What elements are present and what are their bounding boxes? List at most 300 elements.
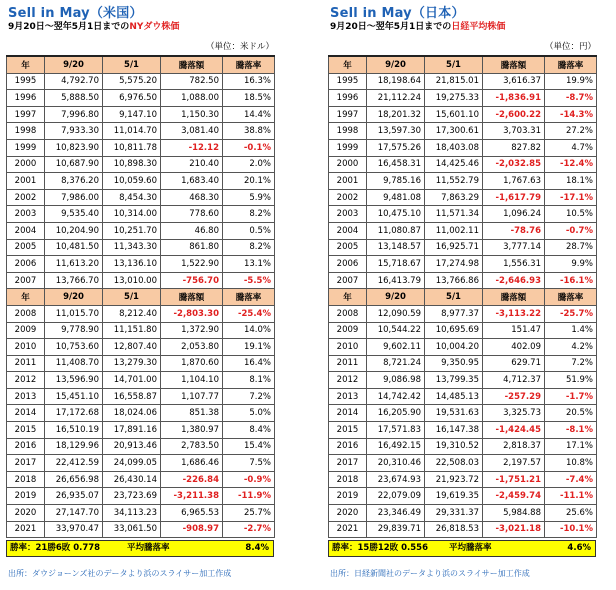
- column-header: 年: [7, 56, 45, 73]
- value-cell: 1,096.24: [483, 206, 545, 223]
- value-cell: 22,412.59: [45, 455, 103, 472]
- column-header: 騰落額: [161, 56, 223, 73]
- table-header-row: [329, 56, 597, 73]
- column-header: 9/20: [367, 289, 425, 306]
- year-cell: 1997: [7, 106, 45, 123]
- value-cell: -1,617.79: [483, 189, 545, 206]
- year-cell: 2018: [7, 471, 45, 488]
- value-cell: 4,792.70: [45, 73, 103, 90]
- year-cell: 2007: [329, 272, 367, 289]
- column-header: 騰落額: [483, 289, 545, 306]
- column-header: 年: [329, 56, 367, 73]
- value-cell: 2,053.80: [161, 339, 223, 356]
- value-cell: -257.29: [483, 388, 545, 405]
- table-row: [329, 139, 597, 156]
- value-cell: -16.1%: [545, 272, 597, 289]
- value-cell: -7.4%: [545, 471, 597, 488]
- table-row: [329, 173, 597, 190]
- year-cell: 2004: [7, 222, 45, 239]
- year-cell: 2013: [329, 388, 367, 405]
- table-row: [329, 438, 597, 455]
- table-row: [7, 322, 275, 339]
- year-cell: 2016: [7, 438, 45, 455]
- value-cell: -25.7%: [545, 305, 597, 322]
- value-cell: -1.7%: [545, 388, 597, 405]
- value-cell: 13,010.00: [103, 272, 161, 289]
- year-cell: 1998: [7, 123, 45, 140]
- year-cell: 2001: [329, 173, 367, 190]
- value-cell: 8,721.24: [367, 355, 425, 372]
- value-cell: 10,204.90: [45, 222, 103, 239]
- value-cell: 21,923.72: [425, 471, 483, 488]
- value-cell: -2,646.93: [483, 272, 545, 289]
- jp-subtitle: [330, 19, 505, 32]
- value-cell: 11,151.80: [103, 322, 161, 339]
- value-cell: 1,686.46: [161, 455, 223, 472]
- value-cell: 19,310.52: [425, 438, 483, 455]
- value-cell: 46.80: [161, 222, 223, 239]
- value-cell: -12.4%: [545, 156, 597, 173]
- year-cell: 2009: [7, 322, 45, 339]
- year-cell: 1996: [7, 90, 45, 107]
- value-cell: 11,002.11: [425, 222, 483, 239]
- value-cell: -756.70: [161, 272, 223, 289]
- value-cell: 13,279.30: [103, 355, 161, 372]
- column-header: 騰落額: [483, 56, 545, 73]
- value-cell: 19,619.35: [425, 488, 483, 505]
- value-cell: 3,703.31: [483, 123, 545, 140]
- value-cell: 827.82: [483, 139, 545, 156]
- value-cell: 22,508.03: [425, 455, 483, 472]
- value-cell: 1,522.90: [161, 256, 223, 273]
- value-cell: 11,343.30: [103, 239, 161, 256]
- year-cell: 2020: [7, 505, 45, 522]
- year-cell: 2017: [329, 455, 367, 472]
- value-cell: 7,863.29: [425, 189, 483, 206]
- value-cell: 2,783.50: [161, 438, 223, 455]
- value-cell: 10.5%: [545, 206, 597, 223]
- us-summary-bar: [6, 540, 274, 557]
- us-title: Sell in May（米国）: [8, 6, 143, 21]
- value-cell: 151.47: [483, 322, 545, 339]
- value-cell: 4.7%: [545, 139, 597, 156]
- value-cell: 7,986.00: [45, 189, 103, 206]
- value-cell: 468.30: [161, 189, 223, 206]
- table-row: [329, 322, 597, 339]
- table-row: [7, 73, 275, 90]
- us-subtitle-prefix: 9月20日～翌年5月1日までの: [8, 22, 130, 32]
- value-cell: 210.40: [161, 156, 223, 173]
- year-cell: 2020: [329, 505, 367, 522]
- column-header: 騰落率: [223, 289, 275, 306]
- year-cell: 2019: [7, 488, 45, 505]
- table-row: [7, 422, 275, 439]
- year-cell: 2004: [329, 222, 367, 239]
- table-header-row: [7, 289, 275, 306]
- jp-win-rate: 勝率：15勝12敗 0.556: [332, 543, 429, 553]
- value-cell: 18,024.06: [103, 405, 161, 422]
- table-row: [7, 156, 275, 173]
- value-cell: -78.76: [483, 222, 545, 239]
- value-cell: 629.71: [483, 355, 545, 372]
- value-cell: 14,425.46: [425, 156, 483, 173]
- value-cell: 10,059.60: [103, 173, 161, 190]
- value-cell: 7,933.30: [45, 123, 103, 140]
- year-cell: 2000: [7, 156, 45, 173]
- table-row: [7, 405, 275, 422]
- table-row: [7, 239, 275, 256]
- year-cell: 1999: [7, 139, 45, 156]
- value-cell: 17,172.68: [45, 405, 103, 422]
- year-cell: 1999: [329, 139, 367, 156]
- value-cell: 9,481.08: [367, 189, 425, 206]
- value-cell: 23,674.93: [367, 471, 425, 488]
- value-cell: 10,687.90: [45, 156, 103, 173]
- value-cell: 26,656.98: [45, 471, 103, 488]
- table-row: [329, 521, 597, 538]
- value-cell: 4,712.37: [483, 372, 545, 389]
- value-cell: 1,150.30: [161, 106, 223, 123]
- value-cell: 10,481.50: [45, 239, 103, 256]
- value-cell: 17,571.83: [367, 422, 425, 439]
- table-row: [7, 305, 275, 322]
- column-header: 騰落率: [545, 56, 597, 73]
- table-row: [7, 222, 275, 239]
- value-cell: -11.9%: [223, 488, 275, 505]
- table-row: [7, 123, 275, 140]
- value-cell: 13,596.90: [45, 372, 103, 389]
- value-cell: 10,251.70: [103, 222, 161, 239]
- value-cell: 9,350.95: [425, 355, 483, 372]
- value-cell: 9,778.90: [45, 322, 103, 339]
- year-cell: 2011: [7, 355, 45, 372]
- value-cell: 2,818.37: [483, 438, 545, 455]
- value-cell: 20.5%: [545, 405, 597, 422]
- table-row: [7, 488, 275, 505]
- value-cell: 1,107.77: [161, 388, 223, 405]
- table-row: [7, 438, 275, 455]
- jp-subtitle-index: 日経平均株価: [451, 22, 506, 32]
- value-cell: 8,977.37: [425, 305, 483, 322]
- value-cell: 10,544.22: [367, 322, 425, 339]
- value-cell: 12,090.59: [367, 305, 425, 322]
- value-cell: 25.6%: [545, 505, 597, 522]
- value-cell: -12.12: [161, 139, 223, 156]
- value-cell: 10,004.20: [425, 339, 483, 356]
- table-row: [329, 123, 597, 140]
- value-cell: 13,766.70: [45, 272, 103, 289]
- value-cell: -1,424.45: [483, 422, 545, 439]
- value-cell: 8.1%: [223, 372, 275, 389]
- value-cell: 7.2%: [223, 388, 275, 405]
- value-cell: 14,742.42: [367, 388, 425, 405]
- year-cell: 2014: [329, 405, 367, 422]
- value-cell: 5,575.20: [103, 73, 161, 90]
- value-cell: 18,403.08: [425, 139, 483, 156]
- value-cell: 14,485.13: [425, 388, 483, 405]
- table-row: [329, 455, 597, 472]
- value-cell: 10,695.69: [425, 322, 483, 339]
- table-row: [329, 272, 597, 289]
- table-row: [329, 505, 597, 522]
- value-cell: -2.7%: [223, 521, 275, 538]
- year-cell: 2002: [329, 189, 367, 206]
- value-cell: 1,870.60: [161, 355, 223, 372]
- year-cell: 1997: [329, 106, 367, 123]
- value-cell: 11,552.79: [425, 173, 483, 190]
- value-cell: 1,767.63: [483, 173, 545, 190]
- value-cell: 9,602.11: [367, 339, 425, 356]
- value-cell: 13,136.10: [103, 256, 161, 273]
- value-cell: 13,799.35: [425, 372, 483, 389]
- table-row: [7, 372, 275, 389]
- us-win-rate: 勝率：21勝6敗 0.778: [10, 543, 101, 553]
- value-cell: -14.3%: [545, 106, 597, 123]
- value-cell: 3,616.37: [483, 73, 545, 90]
- value-cell: -3,021.18: [483, 521, 545, 538]
- value-cell: 9.9%: [545, 256, 597, 273]
- column-header: 騰落率: [223, 56, 275, 73]
- jp-data-table: [328, 55, 597, 538]
- value-cell: 13,766.86: [425, 272, 483, 289]
- year-cell: 2008: [329, 305, 367, 322]
- table-row: [7, 189, 275, 206]
- year-cell: 2003: [7, 206, 45, 223]
- value-cell: -1,836.91: [483, 90, 545, 107]
- table-row: [329, 256, 597, 273]
- value-cell: 3,081.40: [161, 123, 223, 140]
- us-data-table: [6, 55, 275, 538]
- value-cell: 29,839.71: [367, 521, 425, 538]
- year-cell: 2001: [7, 173, 45, 190]
- table-row: [7, 256, 275, 273]
- value-cell: 14,701.00: [103, 372, 161, 389]
- us-source-note: 出所：ダウジョーンズ社のデータより浜のスライサー加工作成: [8, 569, 232, 578]
- value-cell: 402.09: [483, 339, 545, 356]
- column-header: 9/20: [367, 56, 425, 73]
- value-cell: 18.1%: [545, 173, 597, 190]
- year-cell: 2007: [7, 272, 45, 289]
- value-cell: 13.1%: [223, 256, 275, 273]
- value-cell: 26,935.07: [45, 488, 103, 505]
- table-row: [7, 272, 275, 289]
- value-cell: 1,372.90: [161, 322, 223, 339]
- value-cell: -3,113.22: [483, 305, 545, 322]
- us-subtitle: [8, 19, 179, 32]
- table-row: [7, 471, 275, 488]
- value-cell: -8.7%: [545, 90, 597, 107]
- value-cell: 10,811.78: [103, 139, 161, 156]
- value-cell: -0.9%: [223, 471, 275, 488]
- value-cell: 9,785.16: [367, 173, 425, 190]
- value-cell: 38.8%: [223, 123, 275, 140]
- us-subtitle-index: NYダウ株価: [129, 22, 180, 32]
- value-cell: -11.1%: [545, 488, 597, 505]
- year-cell: 1995: [329, 73, 367, 90]
- year-cell: 2011: [329, 355, 367, 372]
- year-cell: 1995: [7, 73, 45, 90]
- value-cell: 20.1%: [223, 173, 275, 190]
- year-cell: 1996: [329, 90, 367, 107]
- table-row: [329, 206, 597, 223]
- value-cell: 10,823.90: [45, 139, 103, 156]
- value-cell: 3,777.14: [483, 239, 545, 256]
- table-row: [329, 73, 597, 90]
- year-cell: 2015: [329, 422, 367, 439]
- value-cell: 861.80: [161, 239, 223, 256]
- value-cell: 20,310.46: [367, 455, 425, 472]
- value-cell: 17,274.98: [425, 256, 483, 273]
- value-cell: 851.38: [161, 405, 223, 422]
- table-row: [329, 405, 597, 422]
- value-cell: 5,984.88: [483, 505, 545, 522]
- table-row: [329, 388, 597, 405]
- value-cell: 24,099.05: [103, 455, 161, 472]
- table-row: [329, 372, 597, 389]
- table-row: [329, 156, 597, 173]
- value-cell: 17,575.26: [367, 139, 425, 156]
- value-cell: 782.50: [161, 73, 223, 90]
- value-cell: 10,314.00: [103, 206, 161, 223]
- table-row: [7, 339, 275, 356]
- column-header: 年: [7, 289, 45, 306]
- value-cell: 33,061.50: [103, 521, 161, 538]
- jp-average-label: 平均騰落率: [449, 543, 492, 553]
- value-cell: 13,148.57: [367, 239, 425, 256]
- value-cell: 1,088.00: [161, 90, 223, 107]
- value-cell: 8,376.20: [45, 173, 103, 190]
- value-cell: 1,380.97: [161, 422, 223, 439]
- value-cell: 14.0%: [223, 322, 275, 339]
- value-cell: 16,925.71: [425, 239, 483, 256]
- value-cell: 5.9%: [223, 189, 275, 206]
- value-cell: -2,600.22: [483, 106, 545, 123]
- value-cell: 12,807.40: [103, 339, 161, 356]
- us-average-label: 平均騰落率: [127, 543, 170, 553]
- value-cell: 1,556.31: [483, 256, 545, 273]
- value-cell: 0.5%: [223, 222, 275, 239]
- table-row: [7, 106, 275, 123]
- value-cell: 9,535.40: [45, 206, 103, 223]
- year-cell: 1998: [329, 123, 367, 140]
- year-cell: 2012: [7, 372, 45, 389]
- year-cell: 2010: [329, 339, 367, 356]
- year-cell: 2021: [329, 521, 367, 538]
- us-unit-label: （単位：米ドル）: [205, 42, 274, 52]
- value-cell: 4.2%: [545, 339, 597, 356]
- value-cell: 34,113.23: [103, 505, 161, 522]
- value-cell: 1,683.40: [161, 173, 223, 190]
- year-cell: 2014: [7, 405, 45, 422]
- table-row: [329, 222, 597, 239]
- year-cell: 2021: [7, 521, 45, 538]
- value-cell: 16,458.31: [367, 156, 425, 173]
- value-cell: 16,205.90: [367, 405, 425, 422]
- value-cell: -1,751.21: [483, 471, 545, 488]
- year-cell: 2019: [329, 488, 367, 505]
- value-cell: 14.4%: [223, 106, 275, 123]
- value-cell: -8.1%: [545, 422, 597, 439]
- table-header-row: [329, 289, 597, 306]
- year-cell: 2005: [329, 239, 367, 256]
- year-cell: 2000: [329, 156, 367, 173]
- table-row: [7, 90, 275, 107]
- us-average-value: 8.4%: [245, 543, 269, 553]
- value-cell: -908.97: [161, 521, 223, 538]
- value-cell: 9,086.98: [367, 372, 425, 389]
- year-cell: 2015: [7, 422, 45, 439]
- value-cell: 7.2%: [545, 355, 597, 372]
- value-cell: 18,129.96: [45, 438, 103, 455]
- value-cell: 17.1%: [545, 438, 597, 455]
- value-cell: 16,492.15: [367, 438, 425, 455]
- value-cell: 19,531.63: [425, 405, 483, 422]
- table-row: [329, 90, 597, 107]
- value-cell: 27.2%: [545, 123, 597, 140]
- value-cell: 11,015.70: [45, 305, 103, 322]
- column-header: 5/1: [103, 289, 161, 306]
- value-cell: 8,212.40: [103, 305, 161, 322]
- value-cell: 19.1%: [223, 339, 275, 356]
- column-header: 騰落額: [161, 289, 223, 306]
- year-cell: 2006: [7, 256, 45, 273]
- year-cell: 2002: [7, 189, 45, 206]
- column-header: 騰落率: [545, 289, 597, 306]
- table-header-row: [7, 56, 275, 73]
- value-cell: 15.4%: [223, 438, 275, 455]
- value-cell: 16,558.87: [103, 388, 161, 405]
- value-cell: 16,510.19: [45, 422, 103, 439]
- value-cell: 16.3%: [223, 73, 275, 90]
- value-cell: 1.4%: [545, 322, 597, 339]
- value-cell: 5.0%: [223, 405, 275, 422]
- value-cell: 2.0%: [223, 156, 275, 173]
- table-row: [7, 505, 275, 522]
- value-cell: 778.60: [161, 206, 223, 223]
- value-cell: 2,197.57: [483, 455, 545, 472]
- value-cell: 11,613.20: [45, 256, 103, 273]
- value-cell: 16,413.79: [367, 272, 425, 289]
- value-cell: 16,147.38: [425, 422, 483, 439]
- table-row: [329, 339, 597, 356]
- value-cell: 25.7%: [223, 505, 275, 522]
- column-header: 5/1: [425, 289, 483, 306]
- jp-source-note: 出所：日経新聞社のデータより浜のスライサー加工作成: [330, 569, 530, 578]
- jp-subtitle-prefix: 9月20日～翌年5月1日までの: [330, 22, 452, 32]
- value-cell: -10.1%: [545, 521, 597, 538]
- value-cell: -25.4%: [223, 305, 275, 322]
- table-row: [7, 455, 275, 472]
- column-header: 年: [329, 289, 367, 306]
- value-cell: 18,201.32: [367, 106, 425, 123]
- value-cell: 15,451.10: [45, 388, 103, 405]
- value-cell: -5.5%: [223, 272, 275, 289]
- year-cell: 2017: [7, 455, 45, 472]
- value-cell: 29,331.37: [425, 505, 483, 522]
- year-cell: 2018: [329, 471, 367, 488]
- table-row: [329, 305, 597, 322]
- jp-unit-label: （単位：円）: [544, 42, 596, 52]
- value-cell: 27,147.70: [45, 505, 103, 522]
- value-cell: 9,147.10: [103, 106, 161, 123]
- jp-title: Sell in May（日本）: [330, 6, 465, 21]
- value-cell: 15,601.10: [425, 106, 483, 123]
- table-row: [7, 173, 275, 190]
- value-cell: 19.9%: [545, 73, 597, 90]
- column-header: 9/20: [45, 56, 103, 73]
- jp-average-value: 4.6%: [567, 543, 591, 553]
- value-cell: 7,996.80: [45, 106, 103, 123]
